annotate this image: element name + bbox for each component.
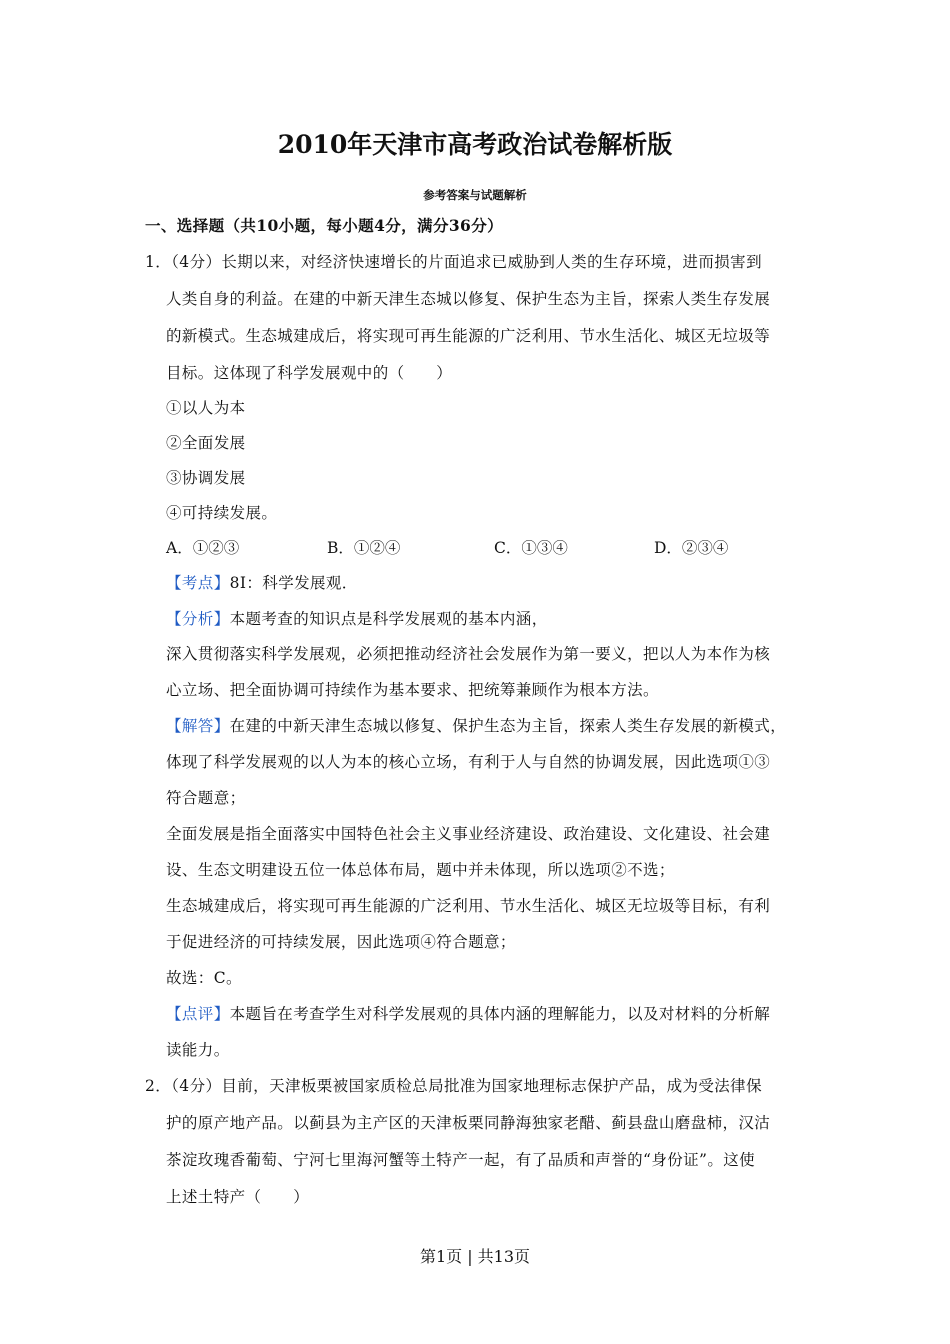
page-footer: 第1页 | 共13页: [419, 1247, 531, 1266]
option-b: B．①②④: [327, 539, 401, 557]
fenxi-tag: 【分析】: [166, 610, 230, 628]
jieda-text: 生态城建成后，将实现可再生能源的广泛利用、节水生活化、城区无垃圾等目标，有利: [166, 897, 771, 915]
option-d: D．②③④: [654, 539, 729, 557]
question-1-text: 1．（4分）长期以来，对经济快速增长的片面追求已威胁到人类的生存环境，进而损害到: [145, 253, 762, 271]
dianping-text: 读能力。: [166, 1041, 230, 1059]
document-title: 2010年天津市高考政治试卷解析版: [277, 130, 673, 159]
jieda-line: [166, 716, 786, 736]
answer-text: 故选：C。: [166, 969, 242, 987]
statement-item: ④可持续发展。: [166, 504, 278, 522]
question-2-text: 2．（4分）目前，天津板栗被国家质检总局批准为国家地理标志保护产品，成为受法律保: [145, 1077, 762, 1095]
statement-item: ②全面发展: [166, 434, 246, 452]
jieda-text: 在建的中新天津生态城以修复、保护生态为主旨，探索人类生存发展的新模式，: [229, 717, 787, 735]
fenxi-text: 深入贯彻落实科学发展观，必须把推动经济社会发展作为第一要义，把以人为本作为核: [166, 645, 771, 663]
jieda-text: 全面发展是指全面落实中国特色社会主义事业经济建设、政治建设、文化建设、社会建: [166, 825, 771, 843]
question-2-text: 上述土特产（ ）: [166, 1188, 310, 1206]
fenxi-text: 心立场、把全面协调可持续作为基本要求、把统筹兼顾作为根本方法。: [166, 681, 659, 699]
jieda-tag: 【解答】: [166, 717, 230, 735]
fenxi-line: [166, 609, 548, 629]
question-2-text: 茶淀玫瑰香葡萄、宁河七里海河蟹等土特产一起，有了品质和声誉的“身份证”。这使: [166, 1151, 756, 1169]
question-1-text: 的新模式。生态城建成后，将实现可再生能源的广泛利用、节水生活化、城区无垃圾等: [166, 327, 771, 345]
jieda-text: 体现了科学发展观的以人为本的核心立场，有利于人与自然的协调发展，因此选项①③: [166, 753, 771, 771]
section-heading: 一、选择题（共10小题，每小题4分，满分36分）: [145, 216, 504, 235]
question-2-text: 护的原产地产品。以蓟县为主产区的天津板栗同静海独家老醋、蓟县盘山磨盘柿，汉沽: [166, 1114, 771, 1132]
option-a: A．①②③: [166, 539, 240, 557]
option-c: C．①③④: [494, 539, 568, 557]
jieda-text: 于促进经济的可持续发展，因此选项④符合题意；: [166, 933, 516, 951]
document-subtitle: 参考答案与试题解析: [423, 188, 527, 202]
question-1-text: 人类自身的利益。在建的中新天津生态城以修复、保护生态为主旨，探索人类生存发展: [166, 290, 771, 308]
kaodian-line: [166, 573, 358, 593]
jieda-text: 设、生态文明建设五位一体总体布局，题中并未体现，所以选项②不选；: [166, 861, 675, 879]
jieda-text: 符合题意；: [166, 789, 246, 807]
fenxi-text: 本题考查的知识点是科学发展观的基本内涵，: [229, 610, 548, 628]
dianping-tag: 【点评】: [166, 1005, 230, 1023]
statement-item: ①以人为本: [166, 399, 246, 417]
dianping-text: 本题旨在考查学生对科学发展观的具体内涵的理解能力，以及对材料的分析解: [229, 1005, 771, 1023]
statement-item: ③协调发展: [166, 469, 246, 487]
kaodian-tag: 【考点】: [166, 574, 230, 592]
question-1-text: 目标。这体现了科学发展观中的（ ）: [166, 364, 453, 382]
kaodian-text: 8I：科学发展观．: [229, 574, 358, 592]
dianping-line: [166, 1004, 770, 1024]
